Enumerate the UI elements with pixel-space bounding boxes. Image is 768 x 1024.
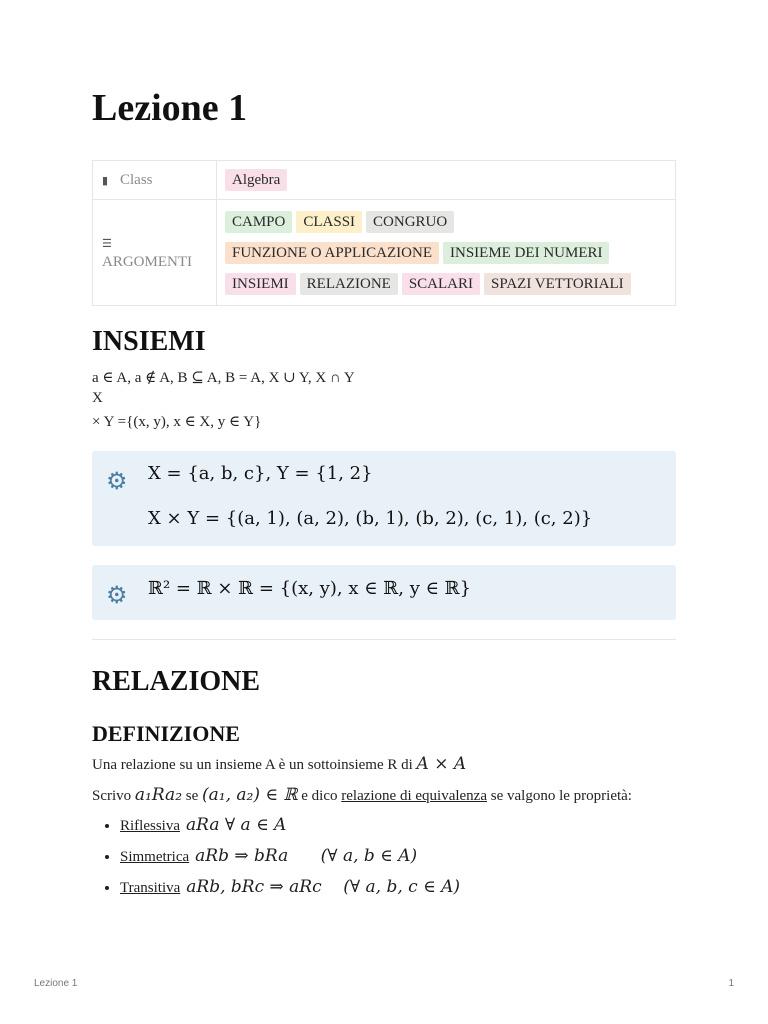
tag-insiemi[interactable]: INSIEMI	[225, 273, 296, 295]
properties-table	[92, 160, 676, 306]
scrivo-math-2: (a₁, a₂) ∈ ℝ	[202, 785, 298, 805]
tag-congruo[interactable]: CONGRUO	[366, 211, 454, 233]
scrivo-part-b: se	[185, 788, 199, 804]
list-item	[120, 872, 460, 903]
callout-r-squared	[92, 565, 676, 620]
callout-cartesian-product	[92, 451, 676, 546]
tag-row	[225, 206, 667, 237]
tag-campo[interactable]: CAMPO	[225, 211, 292, 233]
footer-title: Lezione 1	[34, 978, 78, 989]
heading-relazione: RELAZIONE	[92, 666, 261, 697]
heading-insiemi: INSIEMI	[92, 326, 206, 357]
transitiva-math: aRb, bRc ⇒ aRc (∀ a, b, c ∈ A)	[186, 877, 460, 897]
tag-classi[interactable]: CLASSI	[296, 211, 362, 233]
scrivo-part-a: Scrivo	[92, 788, 132, 804]
property-row-argomenti	[93, 200, 676, 306]
formula-x-times-y: X × Y = {(a, 1), (a, 2), (b, 1), (b, 2), (c, 1), (c, 2)}	[148, 508, 593, 529]
tag-row	[225, 268, 667, 299]
property-key-argomenti	[93, 200, 217, 306]
formula-r-squared: ℝ² = ℝ × ℝ = {(x, y), x ∈ ℝ, y ∈ ℝ}	[148, 578, 472, 599]
link-riflessiva[interactable]: Riflessiva	[120, 818, 180, 834]
tag-funzione-o-applicazione[interactable]: FUNZIONE O APPLICAZIONE	[225, 242, 439, 264]
book-icon: ▮	[102, 174, 109, 187]
property-value-class[interactable]	[217, 161, 676, 200]
tag-spazi-vettoriali[interactable]: SPAZI VETTORIALI	[484, 273, 631, 295]
tag-algebra[interactable]: Algebra	[225, 169, 287, 191]
link-relazione-di-equivalenza[interactable]: relazione di equivalenza	[341, 788, 488, 804]
formula-x-y-sets: X = {a, b, c}, Y = {1, 2}	[148, 463, 373, 484]
definition-math: A × A	[416, 754, 467, 774]
tag-row	[225, 237, 667, 268]
definition-sentence: Una relazione su un insieme A è un sottoinsieme R di	[92, 757, 413, 773]
simmetrica-math: aRb ⇒ bRa (∀ a, b ∈ A)	[195, 846, 418, 866]
insiemi-line-2: X	[92, 390, 103, 406]
list-item	[120, 841, 460, 872]
divider	[92, 639, 676, 640]
property-key-class	[93, 161, 217, 200]
scrivo-math-1: a₁Ra₂	[134, 785, 183, 805]
definition-text	[92, 754, 466, 774]
tag-relazione[interactable]: RELAZIONE	[300, 273, 398, 295]
properties-list	[92, 810, 460, 903]
scrivo-text	[92, 785, 632, 805]
tag-insieme-dei-numeri[interactable]: INSIEME DEI NUMERI	[443, 242, 609, 264]
property-value-argomenti[interactable]	[217, 200, 676, 306]
tag-scalari[interactable]: SCALARI	[402, 273, 480, 295]
link-transitiva[interactable]: Transitiva	[120, 880, 181, 896]
link-simmetrica[interactable]: Simmetrica	[120, 849, 190, 865]
scrivo-part-d: se valgono le proprietà:	[490, 788, 632, 804]
list-icon: ☰	[102, 237, 112, 250]
property-row-class	[93, 161, 676, 200]
gear-icon: ⚙	[106, 583, 128, 609]
footer-page-number: 1	[728, 978, 734, 989]
argomenti-label: ARGOMENTI	[102, 253, 192, 270]
list-item	[120, 810, 460, 841]
heading-definizione: DEFINIZIONE	[92, 721, 240, 746]
insiemi-line-3: × Y ={(x, y), x ∈ X, y ∈ Y}	[92, 414, 262, 430]
riflessiva-math: aRa ∀ a ∈ A	[186, 815, 287, 835]
class-label: Class	[120, 171, 153, 188]
gear-icon: ⚙	[106, 469, 128, 495]
insiemi-line-1: a ∈ A, a ∉ A, B ⊆ A, B = A, X ∪ Y, X ∩ Y	[92, 370, 355, 386]
scrivo-part-c: e dico	[301, 788, 338, 804]
page-title: Lezione 1	[92, 87, 248, 129]
